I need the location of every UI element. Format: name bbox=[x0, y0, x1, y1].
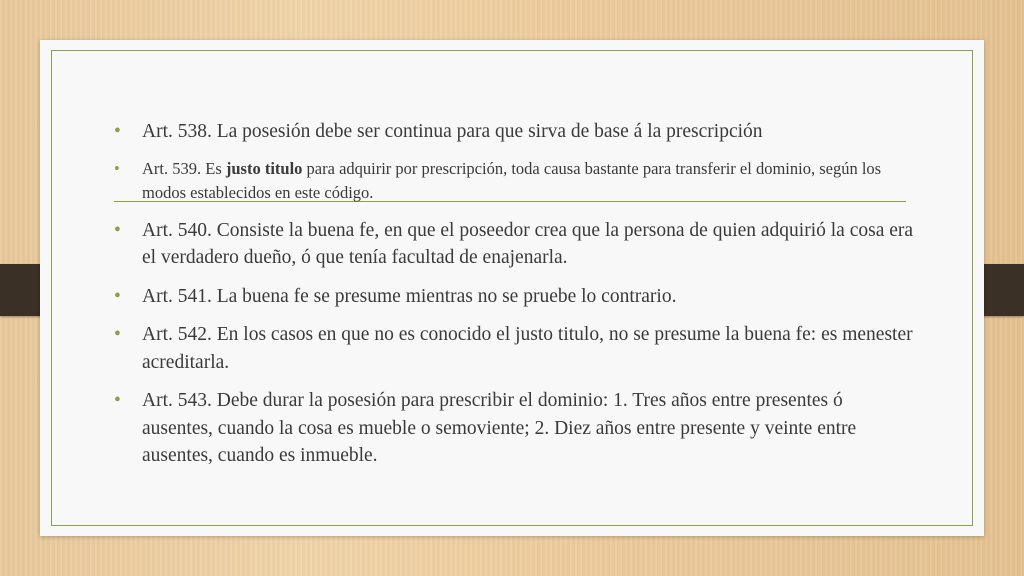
article-542-item bbox=[114, 321, 914, 376]
article-541-item bbox=[114, 283, 914, 311]
bullet-icon: • bbox=[114, 219, 121, 241]
article-540-text: Art. 540. Consiste la buena fe, en que el poseedor crea que la persona de quien adquirió la cosa era el verdadero dueño, ó que tenía facultad de enajenarla. bbox=[142, 219, 914, 268]
article-543-text: Art. 543. Debe durar la posesión para prescribir el dominio: 1. Tres años entre presentes ó ausentes, cuando la cosa es mueble o semoviente; 2. Diez años entre presente y veinte entre ausentes, cuando es inmueble. bbox=[142, 390, 857, 466]
article-543-item bbox=[114, 387, 914, 470]
slide-paper bbox=[40, 40, 984, 536]
bullet-icon: • bbox=[114, 324, 121, 345]
article-538-text: Art. 538. La posesión debe ser continua para que sirva de base á la prescripción bbox=[142, 121, 763, 142]
bullet-icon: • bbox=[114, 285, 121, 307]
article-539-prefix: Art. 539. Es bbox=[142, 158, 226, 178]
bullet-icon: • bbox=[114, 390, 121, 411]
bullet-icon: • bbox=[114, 158, 120, 178]
article-539-suffix: para adquirir por prescripción, toda causa bastante para transferir el dominio, según los modos establecidos en este código. bbox=[142, 158, 882, 202]
slide-content bbox=[114, 118, 914, 481]
article-541-text: Art. 541. La buena fe se presume mientras no se pruebe lo contrario. bbox=[142, 285, 677, 307]
article-540-item bbox=[114, 217, 914, 272]
article-539-bold-term: justo titulo bbox=[225, 158, 303, 178]
article-list bbox=[114, 118, 914, 470]
article-542-text: Art. 542. En los casos en que no es conocido el justo titulo, no se presume la buena fe: es menester acreditarla. bbox=[142, 324, 913, 373]
bullet-icon: • bbox=[114, 121, 121, 142]
article-539-item bbox=[114, 157, 914, 205]
article-538-item bbox=[114, 118, 914, 146]
